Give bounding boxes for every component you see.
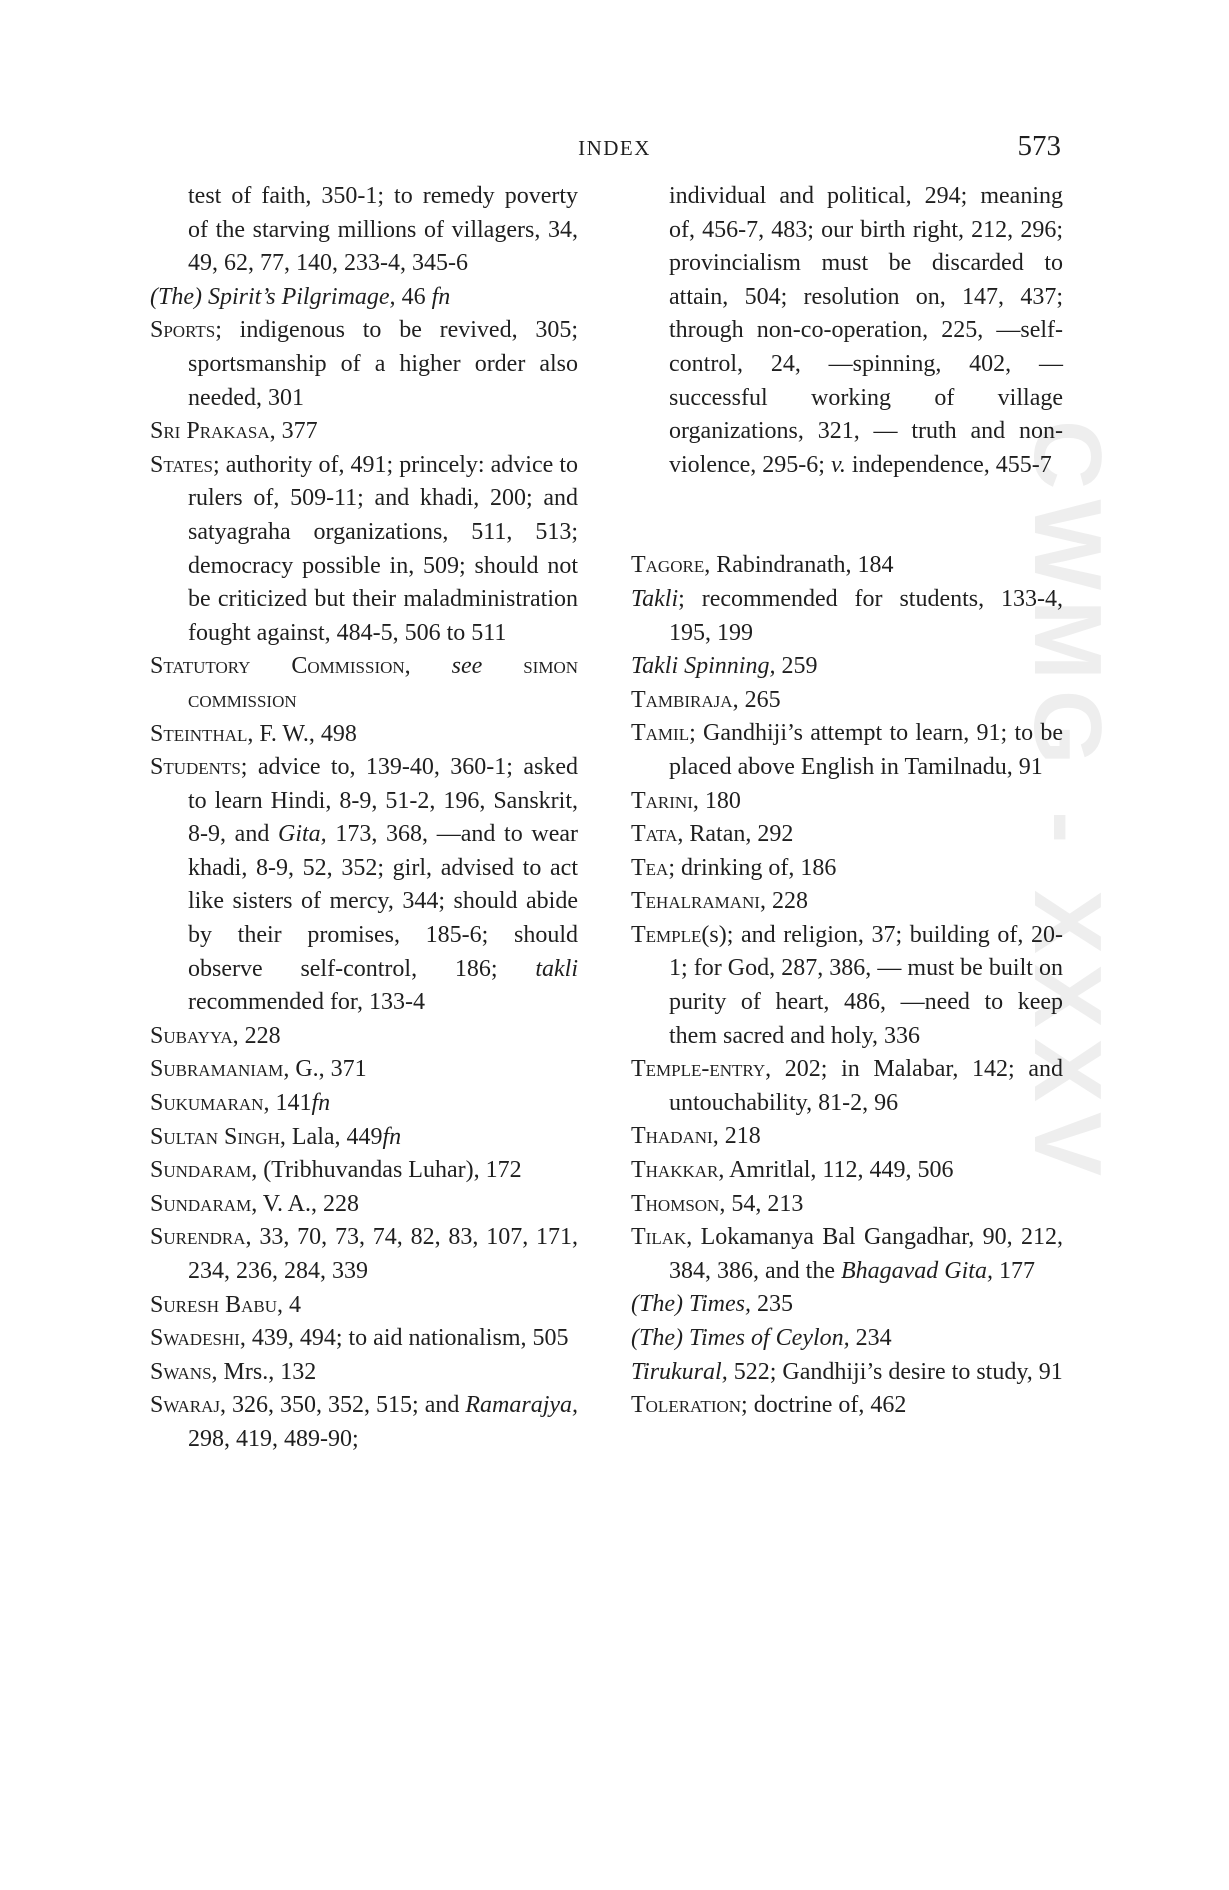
index-entry-tilak: Tilak, Lokamanya Bal Gangadhar, 90, 212, 384, 386, and the Bhagavad Gita, 177 bbox=[631, 1224, 1063, 1284]
index-entry-toleration: Toleration; doctrine of, 462 bbox=[631, 1392, 907, 1419]
index-entry-spirits-pilgrimage: (The) Spirit’s Pilgrimage, 46 fn bbox=[150, 283, 451, 310]
index-entry-surendra: Surendra, 33, 70, 73, 74, 82, 83, 107, 171, 234, 236, 284, 339 bbox=[150, 1224, 578, 1284]
index-entry-tamil: Tamil; Gandhiji’s attempt to learn, 91; to be placed above English in Tamilnadu, 91 bbox=[631, 720, 1063, 780]
index-entry-tagore: Tagore, Rabindranath, 184 bbox=[631, 552, 894, 579]
index-entry-sundaram-va: Sundaram, V. A., 228 bbox=[150, 1190, 359, 1217]
running-head bbox=[0, 130, 1229, 170]
index-entry-sri-prakasa: Sri Prakasa, 377 bbox=[150, 418, 318, 445]
index-entry-takli-spinning: Takli Spinning, 259 bbox=[631, 653, 818, 680]
page-number: 573 bbox=[1017, 130, 1061, 162]
index-entry-subramaniam: Subramaniam, G., 371 bbox=[150, 1056, 367, 1083]
index-entry-states: States; authority of, 491; princely: advice to rulers of, 509-11; and khadi, 200; and satyagraha organizations, 511, 513; democracy possible in, 509; should not be criticized but their maladministration fought against, 484-5, 506 to 511 bbox=[150, 451, 578, 646]
index-entry-sundaram-luhar: Sundaram, (Tribhuvandas Luhar), 172 bbox=[150, 1157, 522, 1184]
index-entry-statutory-commission: Statutory Commission, see simon commission bbox=[150, 653, 579, 713]
index-entry-suresh-babu: Suresh Babu, 4 bbox=[150, 1291, 301, 1318]
running-title: INDEX bbox=[578, 136, 651, 160]
index-entry-students: Students; advice to, 139-40, 360-1; asked to learn Hindi, 8-9, 51-2, 196, Sanskrit, 8-9, and Gita, 173, 368, —and to wear khadi, 8-9, 52, 352; girl, advised to act like sisters of mercy, 344; should abide by their promises, 185-6; should observe self-control, 186; takli recommended for, 133-4 bbox=[150, 754, 579, 1016]
index-entry-tarini: Tarini, 180 bbox=[631, 787, 741, 814]
index-entry-swaraj-continued: individual and political, 294; meaning of, 456-7, 483; our birth right, 212, 296; provincialism must be discarded to attain, 504; resolution on, 147, 437; through non-co-operation, 225, —self-control, 24, —spinning, 402, —successful working of village organizations, 321, — truth and non-violence, 295-6; v. independence, 455-7 bbox=[669, 183, 1063, 478]
index-entry-the-times: (The) Times, 235 bbox=[631, 1291, 793, 1318]
index-entry-steinthal: Steinthal, F. W., 498 bbox=[150, 720, 357, 747]
index-entry-sultan-singh: Sultan Singh, Lala, 449fn bbox=[150, 1123, 402, 1150]
index-entry-tata: Tata, Ratan, 292 bbox=[631, 821, 794, 848]
index-entry-thomson: Thomson, 54, 213 bbox=[631, 1190, 804, 1217]
index-entry-temple: Temple(s); and religion, 37; building of, 20-1; for God, 287, 386, — must be built on purity of heart, 486, —need to keep them sacred and holy, 336 bbox=[631, 921, 1063, 1049]
index-entry-swans: Swans, Mrs., 132 bbox=[150, 1358, 317, 1385]
index-entry-thakkar: Thakkar, Amritlal, 112, 449, 506 bbox=[631, 1157, 954, 1184]
left-column bbox=[150, 180, 578, 1457]
index-entry-sports: Sports; indigenous to be revived, 305; sportsmanship of a higher order also needed, 301 bbox=[150, 317, 578, 411]
index-entry-sukumaran: Sukumaran, 141fn bbox=[150, 1090, 331, 1117]
index-entry-subayya: Subayya, 228 bbox=[150, 1022, 281, 1049]
index-entry-times-of-ceylon: (The) Times of Ceylon, 234 bbox=[631, 1325, 892, 1351]
index-entry-continuation: test of faith, 350-1; to remedy poverty of the starving millions of villagers, 34, 49, 62, 77, 140, 233-4, 345-6 bbox=[188, 183, 578, 277]
index-entry-tirukural: Tirukural, 522; Gandhiji’s desire to study, 91 bbox=[631, 1358, 1063, 1385]
watermark: CWMG - XXXV bbox=[1014, 420, 1121, 1187]
index-entry-tehalramani: Tehalramani, 228 bbox=[631, 888, 808, 915]
section-gap bbox=[631, 482, 1063, 549]
index-entry-thadani: Thadani, 218 bbox=[631, 1123, 761, 1150]
index-entry-takli: Takli; recommended for students, 133-4, 195, 199 bbox=[631, 585, 1063, 646]
index-entry-temple-entry: Temple-entry, 202; in Malabar, 142; and untouchability, 81-2, 96 bbox=[631, 1056, 1063, 1116]
index-entry-swaraj: Swaraj, 326, 350, 352, 515; and Ramarajya, 298, 419, 489-90; bbox=[150, 1392, 579, 1452]
index-entry-tambiraja: Tambiraja, 265 bbox=[631, 686, 781, 713]
index-entry-tea: Tea; drinking of, 186 bbox=[631, 854, 837, 881]
right-column bbox=[631, 180, 1063, 1423]
index-entry-swadeshi: Swadeshi, 439, 494; to aid nationalism, 505 bbox=[150, 1325, 569, 1352]
